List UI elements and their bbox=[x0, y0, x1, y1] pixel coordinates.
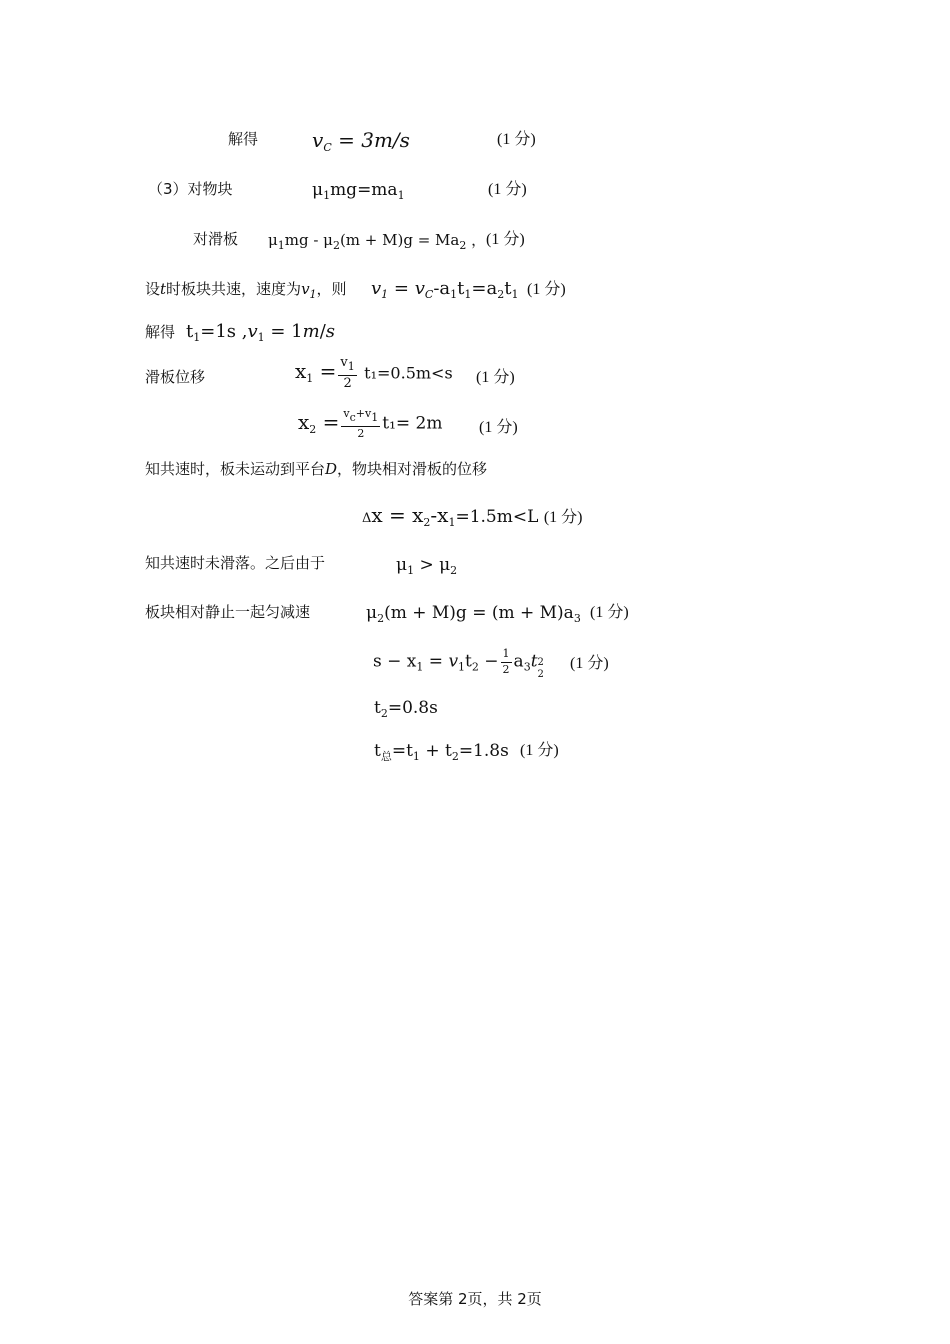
equation-board-force: $\mu_1mg - \mu_2(m + M)g = Ma_2$ ， bbox=[268, 231, 487, 252]
text: （3）对物块 bbox=[148, 180, 233, 198]
page-number: 答案第 2页，共 2页 bbox=[408, 1290, 542, 1308]
text: 设 bbox=[145, 280, 161, 298]
page-footer bbox=[0, 1292, 950, 1308]
text: (1 分) bbox=[497, 131, 536, 148]
equation-t2: $t_2=0.8s$ bbox=[374, 698, 438, 720]
solve-label-2 bbox=[145, 325, 175, 340]
equation-x2: $x_2$ = $\frac{vc+v1}{2}$ t₁= 2m bbox=[298, 407, 443, 440]
text: 板块相对静止一起匀减速 bbox=[145, 603, 311, 621]
equation-s-x1: $s - x_1 = v_1t_2$ − $\frac{1}{2}$ $a_3t$ 2 2 bbox=[373, 647, 544, 680]
equation-t1-v1: $t_1=1s$ $,v_1 = 1m/s$ bbox=[186, 321, 336, 344]
text: 滑板位移 bbox=[145, 368, 206, 386]
var-d: D bbox=[325, 460, 338, 478]
text: (1 分) bbox=[479, 419, 518, 436]
text: (1 分) bbox=[520, 742, 559, 759]
text: ，则 bbox=[316, 280, 347, 298]
var-t: t bbox=[160, 280, 167, 298]
equation-common-speed: $v_1 = v_C-a_1t_1=a_2t_1$ bbox=[371, 278, 519, 301]
relative-displacement-sentence bbox=[145, 462, 487, 477]
score-10 bbox=[520, 743, 559, 759]
text: (1 分) bbox=[476, 369, 515, 386]
text: (1 分) bbox=[590, 604, 629, 621]
text: (1 分) bbox=[488, 181, 527, 198]
board-displacement-label bbox=[145, 370, 205, 385]
text: 知共速时未滑落。之后由于 bbox=[145, 554, 326, 572]
equation-vc: $v_C = 3m/s$ bbox=[312, 128, 410, 154]
equation-total-time: $t_总=t_1 + t_2=1.8s$ bbox=[374, 741, 509, 763]
equation-delta-x: $\Delta x = x_2-x_1=1.5m<L$ (1 分) bbox=[362, 503, 583, 529]
text: (1 分) bbox=[527, 281, 566, 298]
score-5 bbox=[476, 370, 515, 386]
decelerate-sentence bbox=[145, 605, 310, 620]
score-8 bbox=[590, 605, 629, 621]
equation-x1: $x_1$ = $\frac{v_1}{2}$ t₁=0.5m<s bbox=[295, 355, 453, 391]
score-3 bbox=[486, 232, 525, 248]
part3-label bbox=[148, 182, 233, 197]
text: (1 分) bbox=[570, 655, 609, 672]
equation-a3: $\mu_2(m + M)g = (m + M)a_3$ bbox=[366, 603, 581, 625]
common-speed-sentence: 设t时板块共速，速度为$v_1$，则 bbox=[145, 280, 347, 301]
board-label bbox=[193, 232, 238, 247]
text: t₁=0.5m<s bbox=[364, 363, 453, 383]
text: t₁= 2m bbox=[382, 413, 443, 434]
text: 解得 bbox=[145, 323, 176, 341]
score-4 bbox=[527, 282, 566, 298]
no-slip-sentence bbox=[145, 556, 325, 571]
text: 解得 bbox=[228, 130, 259, 148]
equation-block-force: $\mu_1mg=ma_1$ bbox=[312, 180, 405, 202]
text: 对滑板 bbox=[193, 230, 239, 248]
solve-label-1 bbox=[228, 132, 258, 147]
score-7: (1 分) bbox=[543, 509, 583, 526]
score-1 bbox=[497, 132, 536, 148]
text: ，物块相对滑板的位移 bbox=[337, 460, 488, 478]
text: (1 分) bbox=[486, 231, 525, 248]
score-6 bbox=[479, 420, 518, 436]
equation-mu-compare: $\mu_1 > \mu_2$ bbox=[396, 555, 458, 577]
score-2 bbox=[488, 182, 527, 198]
text: 知共速时，板未运动到平台 bbox=[145, 460, 326, 478]
text: 时板块共速，速度为 bbox=[166, 280, 302, 298]
score-9 bbox=[570, 656, 609, 672]
